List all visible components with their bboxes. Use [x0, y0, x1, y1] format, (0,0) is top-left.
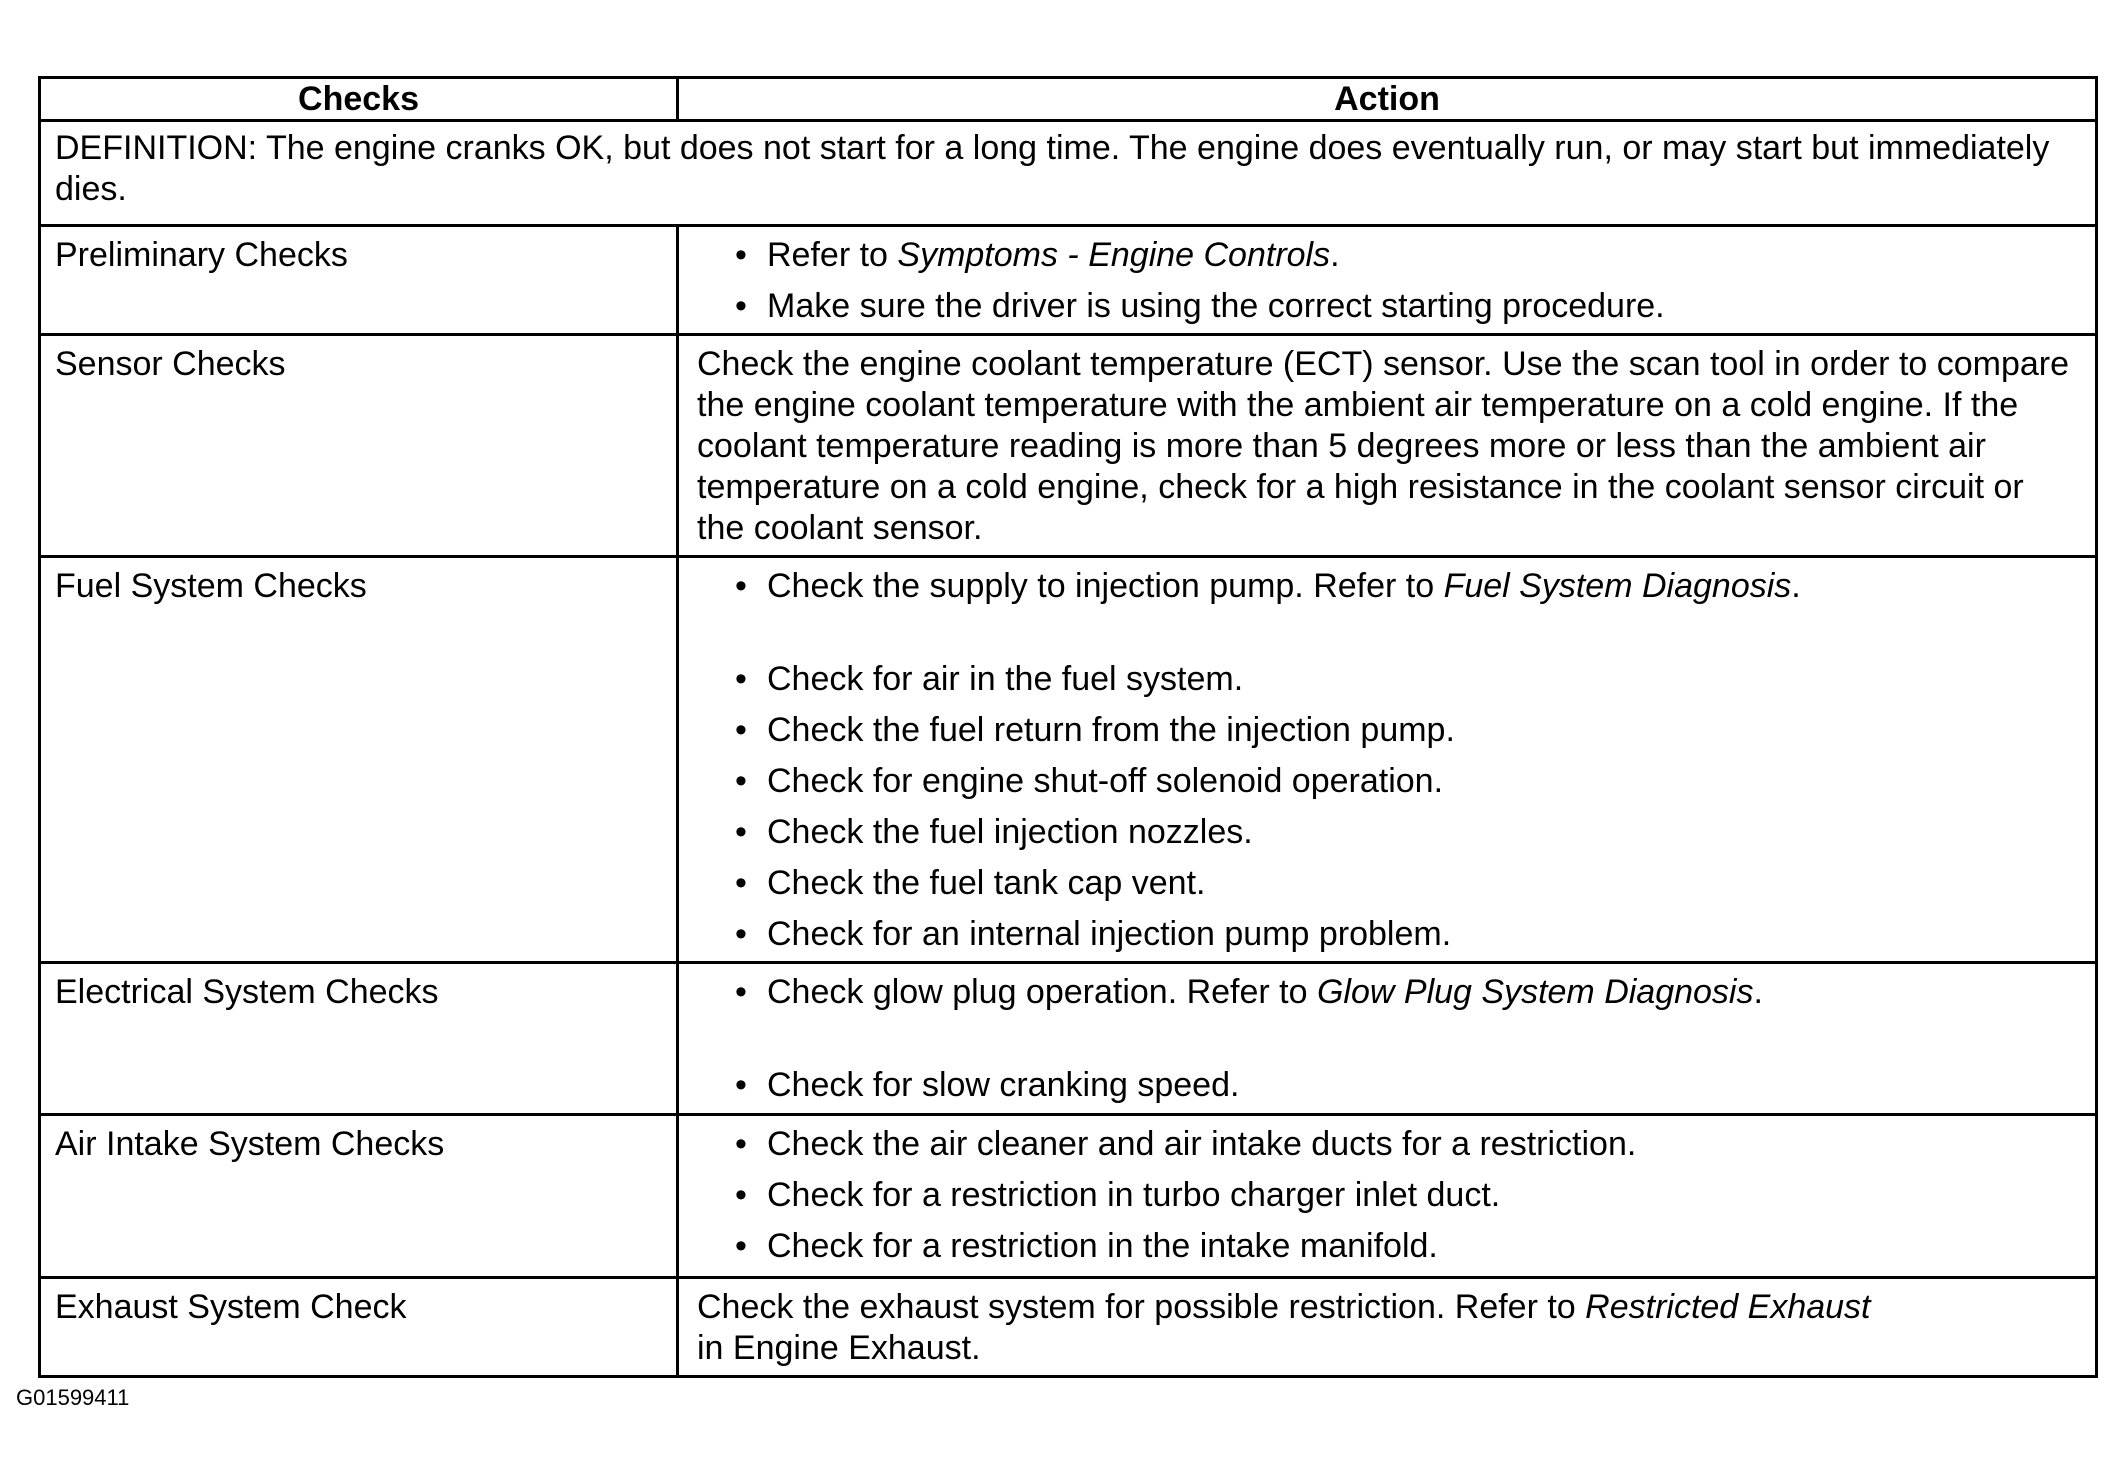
action-fuel — [678, 557, 2097, 963]
action-exhaust — [678, 1278, 2097, 1377]
list-item: • Check the fuel injection nozzles. — [735, 812, 2075, 853]
item-text: in Engine Exhaust. — [697, 1329, 981, 1367]
list-item — [735, 235, 2075, 276]
action-preliminary — [678, 226, 2097, 335]
action-air-intake — [678, 1115, 2097, 1278]
list-item: • Check for a restriction in turbo charger inlet duct. — [735, 1175, 2075, 1216]
action-sensor — [678, 335, 2097, 557]
reference-link-text: Symptoms - Engine Controls — [897, 236, 1331, 274]
item-text: Check the exhaust system for possible restriction. Refer to — [697, 1288, 1586, 1326]
item-text: . — [1330, 236, 1340, 274]
list-item: • Check for a restriction in the intake manifold. — [735, 1226, 2075, 1267]
action-list — [697, 566, 2075, 955]
action-list — [697, 972, 2075, 1106]
table-row — [40, 1278, 2097, 1377]
diagnostic-table — [38, 76, 2098, 1378]
reference-link-text: Restricted Exhaust — [1585, 1288, 1871, 1326]
check-preliminary: Preliminary Checks — [40, 226, 678, 335]
list-item: • Check for an internal injection pump problem. — [735, 914, 2075, 955]
action-list — [697, 1124, 2075, 1267]
list-item: • Check the fuel return from the injection pump. — [735, 710, 2075, 751]
reference-link-text: Glow Plug System Diagnosis — [1316, 973, 1754, 1011]
check-electrical: Electrical System Checks — [40, 963, 678, 1115]
reference-link-text: Fuel System Diagnosis — [1443, 567, 1792, 605]
item-text: Check the supply to injection pump. Refer to — [767, 567, 1444, 605]
table-row — [40, 226, 2097, 335]
item-text: Check glow plug operation. Refer to — [767, 973, 1317, 1011]
list-item — [735, 972, 2075, 1013]
header-action: Action — [678, 78, 2097, 121]
header-checks: Checks — [40, 78, 678, 121]
list-item: • Make sure the driver is using the correct starting procedure. — [735, 286, 2075, 327]
list-item: • Check the air cleaner and air intake ducts for a restriction. — [735, 1124, 2075, 1165]
header-row — [40, 78, 2097, 121]
list-item: • Check the fuel tank cap vent. — [735, 863, 2075, 904]
list-item: • Check for slow cranking speed. — [735, 1065, 2075, 1106]
table-row — [40, 335, 2097, 557]
table-row — [40, 557, 2097, 963]
definition-text: DEFINITION: The engine cranks OK, but does not start for a long time. The engine does eventually run, or may start but immediately dies. — [40, 121, 2097, 226]
check-fuel: Fuel System Checks — [40, 557, 678, 963]
item-text: Refer to — [767, 236, 898, 274]
table-row — [40, 963, 2097, 1115]
action-paragraph: Check the engine coolant temperature (ECT) sensor. Use the scan tool in order to compare the engine coolant temperature with the ambient air temperature on a cold engine. If the coolant temperature reading is more than 5 degrees more or less than the ambient air temperature on a cold engine, check for a high resistance in the coolant sensor circuit or the coolant sensor. — [697, 345, 2070, 547]
check-exhaust: Exhaust System Check — [40, 1278, 678, 1377]
check-sensor: Sensor Checks — [40, 335, 678, 557]
action-electrical — [678, 963, 2097, 1115]
action-paragraph — [697, 1287, 2075, 1369]
definition-row — [40, 121, 2097, 226]
list-item — [735, 566, 2075, 607]
table-row — [40, 1115, 2097, 1278]
action-list — [697, 235, 2075, 327]
list-item: • Check for engine shut-off solenoid operation. — [735, 761, 2075, 802]
list-item: • Check for air in the fuel system. — [735, 659, 2075, 700]
item-text: . — [1791, 567, 1801, 605]
check-air-intake: Air Intake System Checks — [40, 1115, 678, 1278]
item-text: . — [1753, 973, 1763, 1011]
figure-code: G01599411 — [16, 1385, 130, 1410]
